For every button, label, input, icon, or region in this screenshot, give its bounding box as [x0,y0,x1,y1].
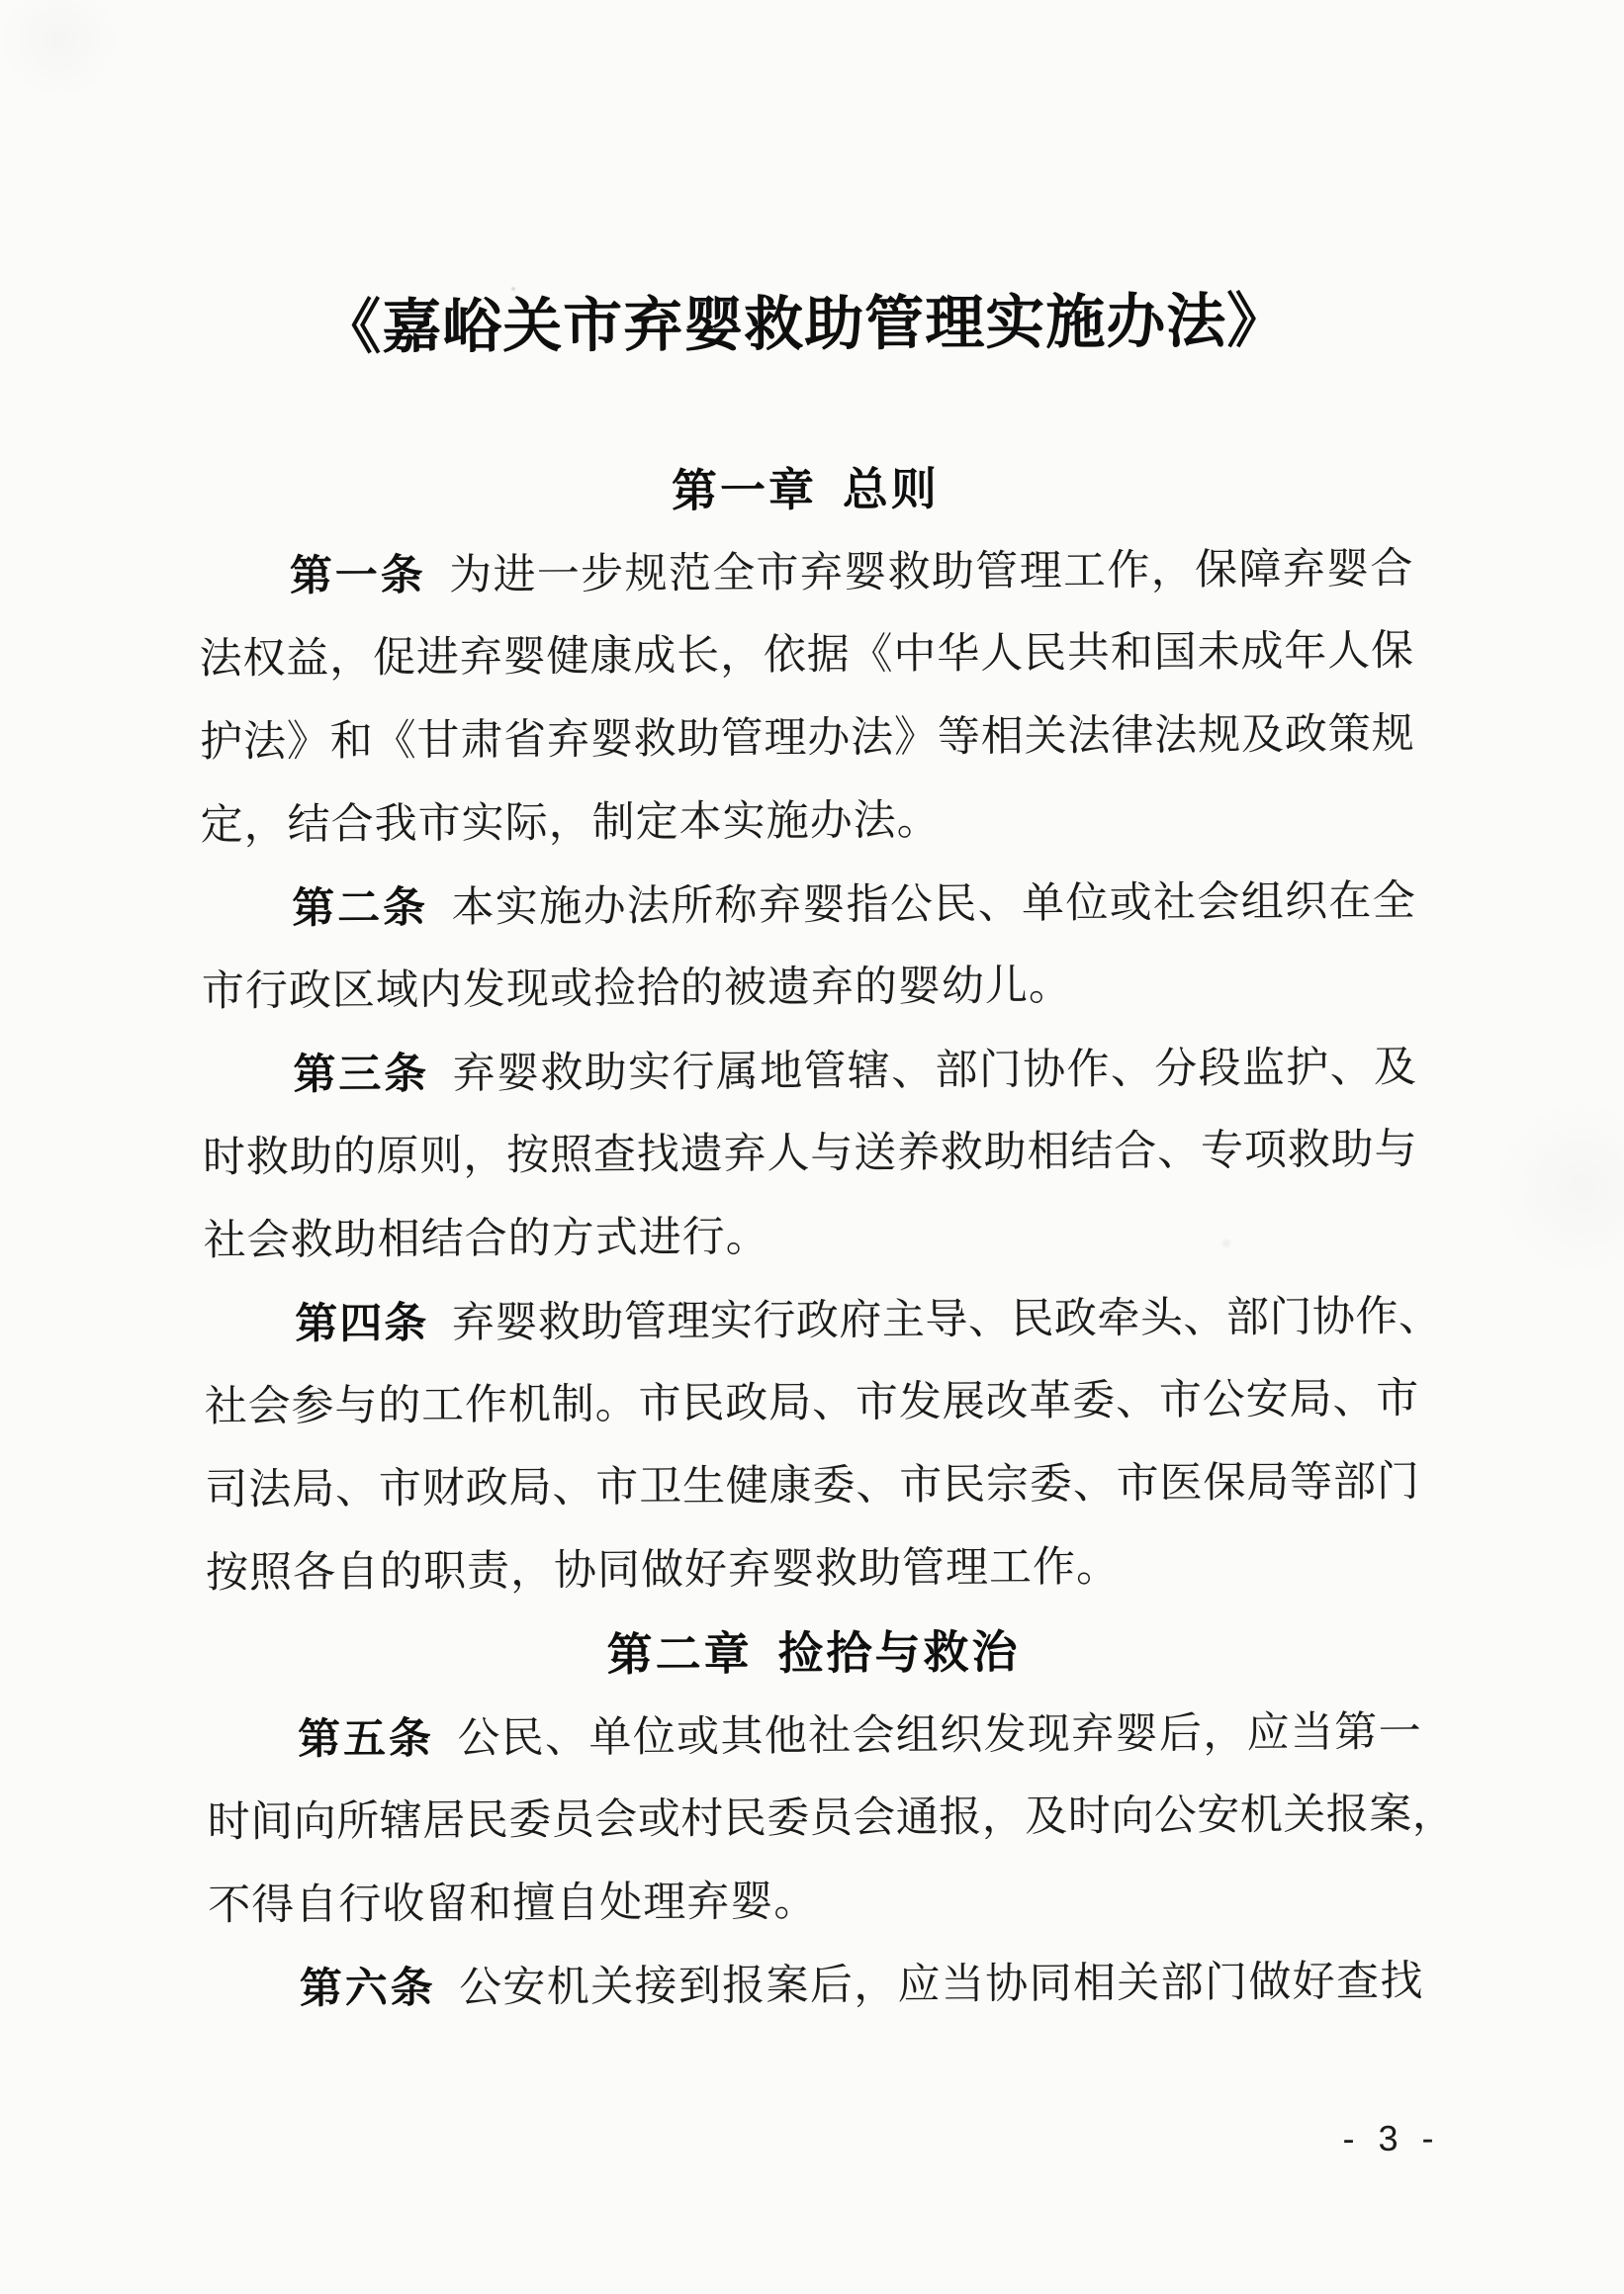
document-line [207,1691,1422,1783]
chapter-heading [198,444,1413,536]
document-line [203,1109,1418,1201]
line-text: 弃婴救助实行属地管辖、部门协作、分段监护、及 [452,1044,1417,1098]
article-number-label: 第五条 [298,1714,434,1764]
line-text: 定，结合我市实际，制定本实施办法。 [200,797,941,850]
article-number-label: 第三条 [293,1050,430,1099]
document-line [208,1857,1423,1949]
article-number-label: 第四条 [295,1299,429,1348]
document-line [200,777,1415,869]
document-line [203,1192,1418,1284]
line-text: 第一章 总则 [671,463,940,516]
line-text: 社会救助相结合的方式进行。 [203,1214,769,1265]
document-line [201,860,1416,952]
document-line [207,1774,1456,1866]
line-text: 社会参与的工作机制。市民政局、市发展改革委、市公安局、市 [204,1375,1419,1431]
line-text: 护法》和《甘肃省弃婴救助管理办法》等相关法律法规及政策规 [199,710,1415,767]
line-text: 为进一步规范全市弃婴救助管理工作，保障弃婴合 [448,545,1414,599]
line-text: 本实施办法所称弃婴指公民、单位或社会组织在全 [451,877,1416,932]
line-text: 时救助的原则，按照查找遗弃人与送养救助相结合、专项救助与 [202,1126,1418,1182]
line-text: 不得自行收留和擅自处理弃婴。 [208,1878,818,1930]
document-line [205,1358,1420,1450]
document-body [198,444,1456,2032]
line-text: 按照各自的职责，协同做好弃婴救助管理工作。 [205,1543,1121,1598]
document-line [206,1524,1421,1616]
document-line [209,1940,1424,2032]
line-text: 弃婴救助管理实行政府主导、民政牵头、部门协作、 [451,1293,1442,1347]
page-number: - 3 - [1342,2117,1441,2159]
document-line [204,1275,1442,1367]
document-line [202,1026,1417,1118]
document-line [205,1441,1420,1533]
line-text: 司法局、市财政局、市卫生健康委、市民宗委、市医保局等部门 [205,1458,1420,1514]
line-text: 法权益，促进弃婴健康成长，依据《中华人民共和国未成年人保 [199,627,1414,684]
line-text: 时间向所辖居民委员会或村民委员会通报，及时向公安机关报案， [207,1790,1456,1847]
line-text: 市行政区域内发现或捡拾的被遗弃的婴幼儿。 [201,963,1073,1016]
document-title: 《嘉峪关市弃婴救助管理实施办法》 [320,288,1288,361]
document-line [200,693,1415,785]
document-line [202,943,1417,1035]
article-number-label: 第六条 [299,1964,436,2013]
article-number-label: 第一条 [289,551,426,600]
document-line [199,610,1414,702]
line-text: 第二章 捡拾与救治 [606,1625,1021,1681]
chapter-heading [206,1607,1421,1699]
document-line [199,527,1414,619]
article-number-label: 第二条 [292,883,429,933]
line-text: 公民、单位或其他社会组织发现弃婴后，应当第一 [457,1708,1422,1763]
line-text: 公安机关接到报案后，应当协同相关部门做好查找 [458,1958,1424,2012]
